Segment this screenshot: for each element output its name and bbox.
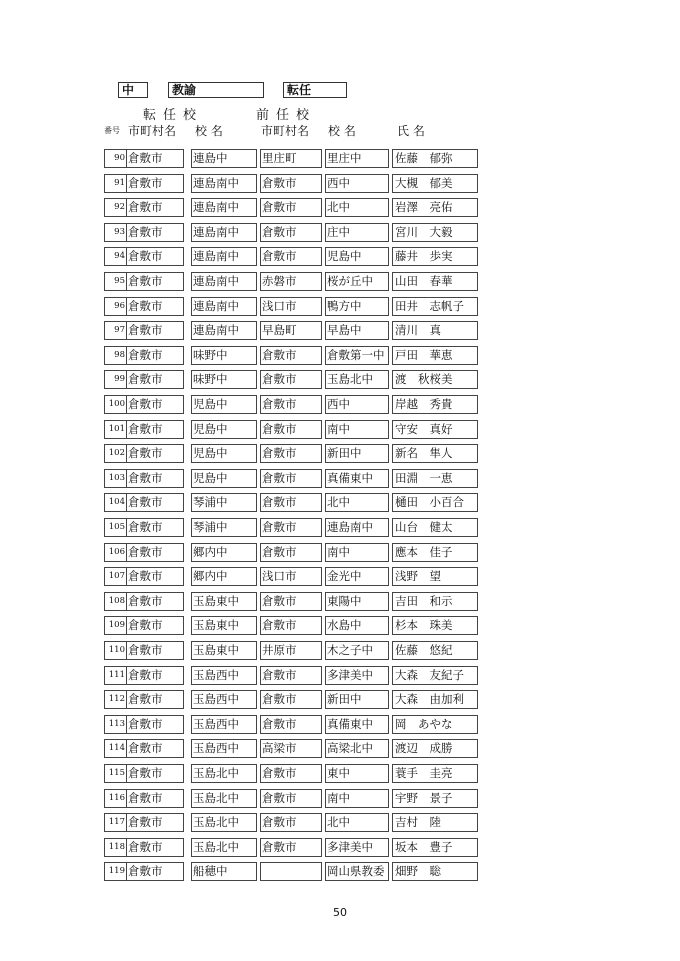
col-header-prev-school: 校 名 [328,124,356,138]
row-name: 藤井 歩実 [392,247,478,266]
row-prev-school: 水島中 [325,616,389,635]
row-prev-city: 倉敷市 [260,715,322,734]
row-name: 坂本 豊子 [392,838,478,857]
row-city: 倉敷市 [126,789,184,808]
row-number: 99 [104,370,126,389]
row-number: 119 [104,862,126,881]
row-prev-city: 倉敷市 [260,469,322,488]
header-type-box: 転任 [283,82,347,98]
row-number: 93 [104,223,126,242]
row-number: 104 [104,493,126,512]
row-name: 岡 あやな [392,715,478,734]
row-city: 倉敷市 [126,862,184,881]
row-school: 連島南中 [191,321,257,340]
row-prev-school: 庄中 [325,223,389,242]
table-row [104,174,478,193]
row-prev-school: 木之子中 [325,641,389,660]
col-header-school: 校 名 [195,124,223,138]
row-school: 船穂中 [191,862,257,881]
row-prev-school: 新田中 [325,690,389,709]
row-city: 倉敷市 [126,666,184,685]
table-row [104,616,478,635]
row-school: 連島南中 [191,272,257,291]
row-prev-city [260,862,322,881]
row-city: 倉敷市 [126,543,184,562]
row-prev-city: 高梁市 [260,739,322,758]
row-number: 103 [104,469,126,488]
row-name: 吉村 陸 [392,813,478,832]
row-prev-city: 倉敷市 [260,395,322,414]
row-city: 倉敷市 [126,321,184,340]
row-city: 倉敷市 [126,592,184,611]
table-row [104,715,478,734]
section-new-school: 転任校 [143,108,204,123]
row-city: 倉敷市 [126,444,184,463]
row-city: 倉敷市 [126,198,184,217]
col-header-prev-city: 市町村名 [261,124,310,138]
row-prev-city: 倉敷市 [260,838,322,857]
row-prev-school: 北中 [325,198,389,217]
page-number: 50 [333,906,347,919]
table-row [104,862,478,881]
row-city: 倉敷市 [126,149,184,168]
row-prev-school: 鴨方中 [325,297,389,316]
table-row [104,469,478,488]
row-name: 佐藤 郁弥 [392,149,478,168]
row-school: 玉島北中 [191,813,257,832]
row-number: 90 [104,149,126,168]
table-row [104,321,478,340]
row-school: 連島南中 [191,174,257,193]
row-number: 114 [104,739,126,758]
row-city: 倉敷市 [126,493,184,512]
row-city: 倉敷市 [126,518,184,537]
row-city: 倉敷市 [126,223,184,242]
row-prev-school: 南中 [325,789,389,808]
row-prev-school: 南中 [325,543,389,562]
row-prev-city: 倉敷市 [260,444,322,463]
row-school: 味野中 [191,370,257,389]
row-school: 玉島西中 [191,666,257,685]
row-school: 琴浦中 [191,518,257,537]
row-number: 94 [104,247,126,266]
row-prev-school: 児島中 [325,247,389,266]
row-number: 113 [104,715,126,734]
row-prev-city: 倉敷市 [260,666,322,685]
row-school: 玉島東中 [191,592,257,611]
row-city: 倉敷市 [126,247,184,266]
row-school: 連島南中 [191,247,257,266]
row-prev-school: 西中 [325,395,389,414]
row-prev-school: 東中 [325,764,389,783]
row-name: 新名 隼人 [392,444,478,463]
row-prev-city: 倉敷市 [260,493,322,512]
row-prev-school: 玉島北中 [325,370,389,389]
row-number: 106 [104,543,126,562]
row-prev-school: 連島南中 [325,518,389,537]
row-city: 倉敷市 [126,690,184,709]
table-row [104,223,478,242]
row-city: 倉敷市 [126,641,184,660]
col-header-no: 番号 [104,126,120,135]
row-school: 児島中 [191,420,257,439]
row-prev-school: 北中 [325,493,389,512]
row-number: 91 [104,174,126,193]
table-row [104,395,478,414]
row-prev-city: 倉敷市 [260,764,322,783]
row-number: 117 [104,813,126,832]
table-row [104,666,478,685]
row-prev-school: 里庄中 [325,149,389,168]
table-row [104,543,478,562]
row-prev-city: 倉敷市 [260,592,322,611]
row-prev-city: 倉敷市 [260,789,322,808]
row-school: 児島中 [191,395,257,414]
row-school: 郷内中 [191,543,257,562]
row-name: 渡 秋桜美 [392,370,478,389]
table-row [104,297,478,316]
col-header-city: 市町村名 [128,124,177,138]
col-header-name: 氏 名 [397,124,425,138]
row-number: 98 [104,346,126,365]
row-number: 116 [104,789,126,808]
row-name: 佐藤 悠紀 [392,641,478,660]
row-number: 100 [104,395,126,414]
table-row [104,444,478,463]
table-row [104,690,478,709]
row-prev-school: 多津美中 [325,838,389,857]
row-name: 應本 佳子 [392,543,478,562]
table-row [104,641,478,660]
header-level-box: 中 [118,82,148,98]
row-name: 岩澤 亮佑 [392,198,478,217]
row-school: 玉島北中 [191,764,257,783]
row-prev-city: 倉敷市 [260,198,322,217]
row-school: 児島中 [191,444,257,463]
row-name: 戸田 華恵 [392,346,478,365]
row-prev-school: 倉敷第一中 [325,346,389,365]
row-prev-city: 倉敷市 [260,223,322,242]
row-prev-school: 北中 [325,813,389,832]
row-city: 倉敷市 [126,297,184,316]
row-prev-school: 南中 [325,420,389,439]
table-row [104,420,478,439]
row-name: 宮川 大毅 [392,223,478,242]
table-row [104,518,478,537]
row-city: 倉敷市 [126,764,184,783]
row-prev-city: 井原市 [260,641,322,660]
row-school: 玉島西中 [191,690,257,709]
row-prev-school: 早島中 [325,321,389,340]
table-row [104,198,478,217]
row-city: 倉敷市 [126,469,184,488]
table-row [104,838,478,857]
row-prev-school: 真備東中 [325,469,389,488]
row-prev-city: 倉敷市 [260,174,322,193]
row-school: 児島中 [191,469,257,488]
row-school: 連島南中 [191,297,257,316]
row-city: 倉敷市 [126,838,184,857]
row-number: 112 [104,690,126,709]
row-number: 95 [104,272,126,291]
table-row [104,592,478,611]
table-row [104,149,478,168]
row-number: 108 [104,592,126,611]
table-row [104,272,478,291]
row-name: 田井 志帆子 [392,297,478,316]
row-number: 97 [104,321,126,340]
row-school: 連島中 [191,149,257,168]
row-city: 倉敷市 [126,739,184,758]
row-prev-city: 早島町 [260,321,322,340]
row-prev-city: 里庄町 [260,149,322,168]
row-name: 畑野 聡 [392,862,478,881]
row-prev-school: 多津美中 [325,666,389,685]
row-school: 郷内中 [191,567,257,586]
table-row [104,493,478,512]
row-school: 琴浦中 [191,493,257,512]
row-city: 倉敷市 [126,813,184,832]
row-name: 田淵 一恵 [392,469,478,488]
row-prev-school: 真備東中 [325,715,389,734]
row-city: 倉敷市 [126,174,184,193]
row-prev-school: 桜が丘中 [325,272,389,291]
row-prev-city: 赤磐市 [260,272,322,291]
row-name: 大森 由加利 [392,690,478,709]
row-city: 倉敷市 [126,346,184,365]
row-name: 杉本 珠美 [392,616,478,635]
row-name: 岸越 秀貴 [392,395,478,414]
row-prev-city: 浅口市 [260,297,322,316]
row-number: 107 [104,567,126,586]
row-name: 大森 友紀子 [392,666,478,685]
row-name: 守安 真好 [392,420,478,439]
row-name: 山田 春華 [392,272,478,291]
row-number: 96 [104,297,126,316]
row-school: 玉島北中 [191,838,257,857]
row-school: 連島南中 [191,198,257,217]
row-name: 宇野 景子 [392,789,478,808]
row-prev-city: 倉敷市 [260,420,322,439]
row-school: 玉島西中 [191,715,257,734]
table-row [104,789,478,808]
row-name: 樋田 小百合 [392,493,478,512]
row-prev-school: 岡山県教委 [325,862,389,881]
row-prev-city: 倉敷市 [260,543,322,562]
row-name: 蓑手 圭亮 [392,764,478,783]
table-row [104,739,478,758]
row-number: 118 [104,838,126,857]
table-row [104,813,478,832]
row-number: 105 [104,518,126,537]
row-number: 115 [104,764,126,783]
row-school: 玉島東中 [191,641,257,660]
row-city: 倉敷市 [126,567,184,586]
row-city: 倉敷市 [126,370,184,389]
row-number: 109 [104,616,126,635]
row-city: 倉敷市 [126,395,184,414]
row-school: 玉島東中 [191,616,257,635]
row-school: 味野中 [191,346,257,365]
row-number: 110 [104,641,126,660]
table-row [104,764,478,783]
row-city: 倉敷市 [126,616,184,635]
row-prev-city: 倉敷市 [260,346,322,365]
table-row [104,247,478,266]
row-prev-city: 倉敷市 [260,813,322,832]
row-name: 吉田 和示 [392,592,478,611]
row-name: 大槻 郁美 [392,174,478,193]
row-name: 山台 健太 [392,518,478,537]
row-number: 102 [104,444,126,463]
row-number: 111 [104,666,126,685]
row-city: 倉敷市 [126,272,184,291]
row-city: 倉敷市 [126,715,184,734]
row-school: 玉島北中 [191,789,257,808]
row-name: 浅野 望 [392,567,478,586]
row-school: 連島南中 [191,223,257,242]
row-name: 渡辺 成勝 [392,739,478,758]
row-prev-city: 倉敷市 [260,690,322,709]
row-prev-city: 倉敷市 [260,370,322,389]
header-position-box: 教諭 [168,82,264,98]
row-prev-city: 倉敷市 [260,616,322,635]
row-name: 清川 真 [392,321,478,340]
section-previous-school: 前任校 [256,108,317,123]
row-prev-school: 金光中 [325,567,389,586]
row-city: 倉敷市 [126,420,184,439]
row-school: 玉島西中 [191,739,257,758]
row-prev-school: 新田中 [325,444,389,463]
table-row [104,370,478,389]
table-row [104,567,478,586]
row-prev-school: 西中 [325,174,389,193]
row-prev-city: 倉敷市 [260,518,322,537]
row-number: 92 [104,198,126,217]
table-row [104,346,478,365]
row-prev-city: 浅口市 [260,567,322,586]
row-prev-city: 倉敷市 [260,247,322,266]
row-number: 101 [104,420,126,439]
row-prev-school: 高梁北中 [325,739,389,758]
row-prev-school: 東陽中 [325,592,389,611]
